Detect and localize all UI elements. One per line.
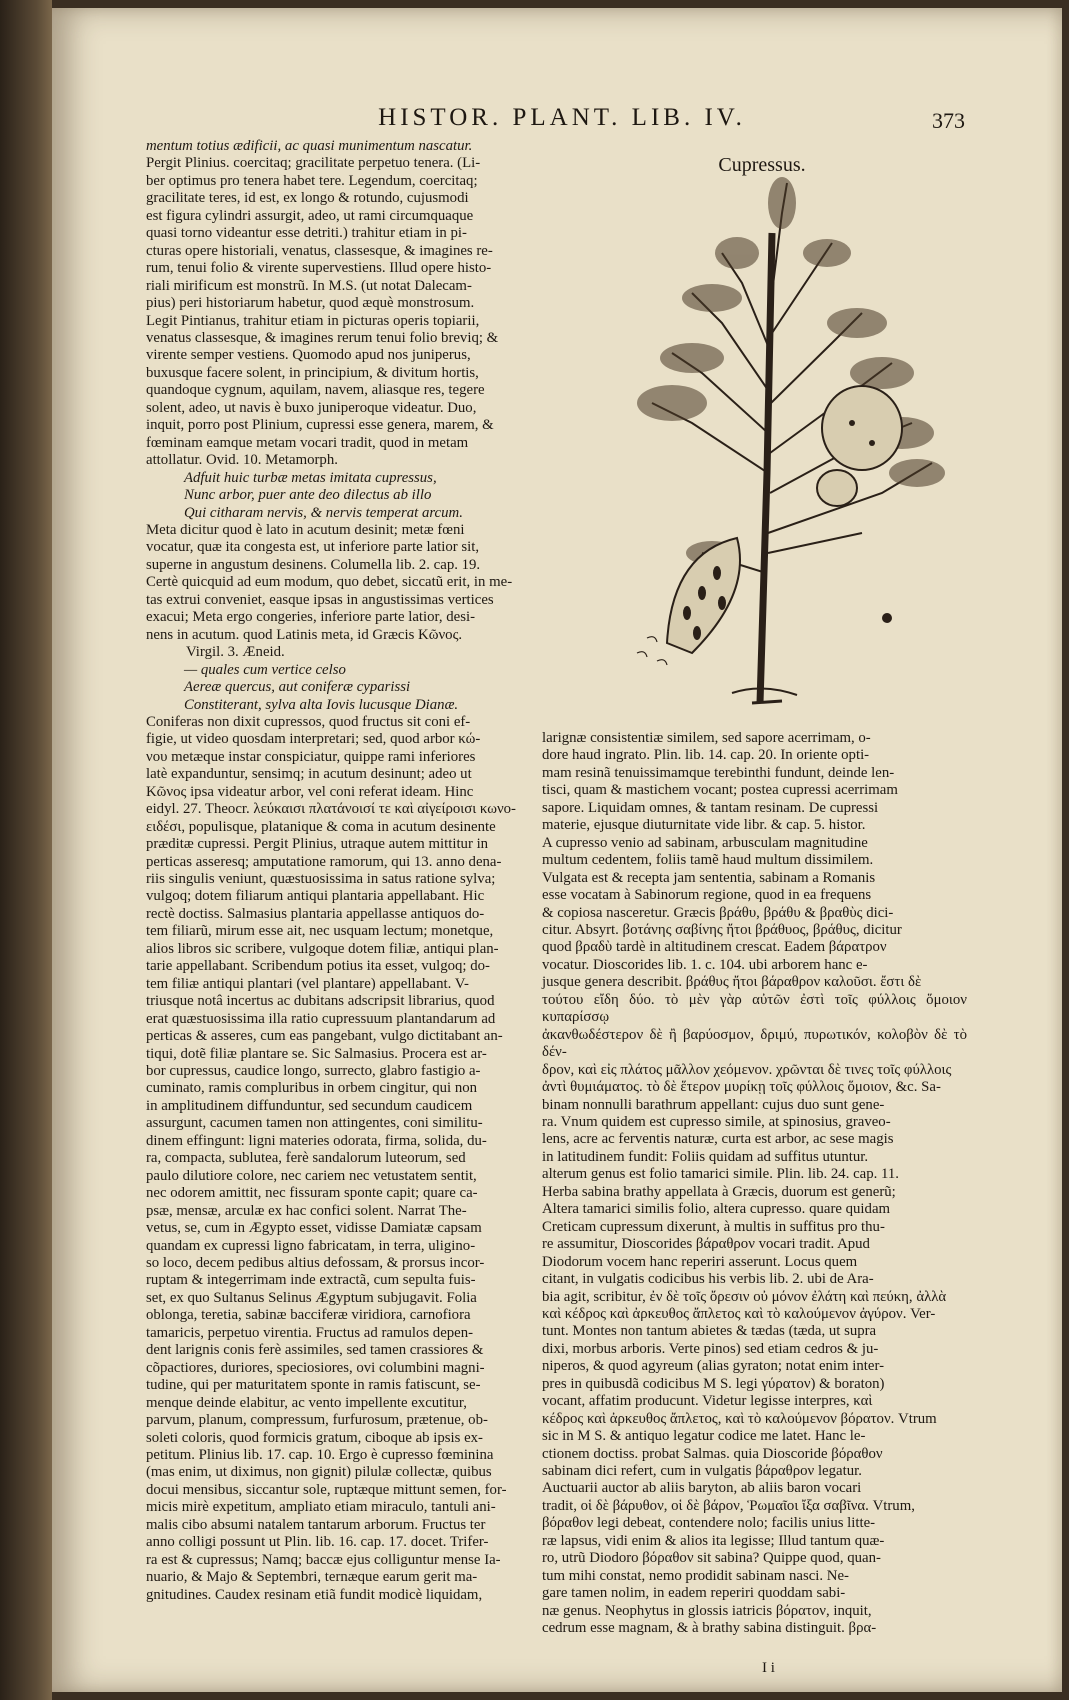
text-line: gracilitate teres, id est, ex longo & rotundo, cujusmodi [146, 190, 469, 207]
text-line: venatus classesque, & imagines rerum tenui folio breviq; & [146, 329, 499, 346]
text-line: tradit, οἱ δὲ βάρυθον, οἱ δὲ βάρον, Ῥωμαῖοι ἴξα σαβῖνα. Vtrum, [542, 1497, 915, 1514]
text-line: Altera tamarici similis folio, altera cupresso. quare quidam [542, 1201, 891, 1218]
text-line: vocatur, quæ ita congesta est, ut inferiore parte latior sit, [146, 539, 480, 556]
text-line: Herba sabina brathy appellata à Græcis, duorum est generũ; [542, 1183, 896, 1200]
text-line: mam resinã tenuissimamque terebinthi fundunt, deinde len- [542, 764, 895, 781]
text-line: nuario, & Majo & Septembri, ternæque earum gerit ma- [146, 1569, 478, 1586]
text-line: inquit, porro post Plinium, cupressi esse genera, marem, & [146, 417, 494, 434]
text-line: malis cibo absumi natalem tantarum arborum. Fructus ter [146, 1516, 486, 1533]
text-line: κέδρος καὶ ἀρκευθος ἄπλετος, καὶ τὸ καλούμενον βόρατον. Vtrum [542, 1410, 937, 1427]
text-line: perticas asseresq; amputatione ramorum, qui 13. anno dena- [146, 853, 502, 870]
text-line: docui mensibus, siccantur sole, ruptæque mittunt semen, for- [146, 1481, 507, 1498]
text-line: tisci, quam & mastichem vocant; postea cupressi acerrimam [542, 782, 898, 799]
text-line: næ genus. Neophytus in glossis iatricis βόρατον, inquit, [542, 1602, 872, 1619]
text-line: bor cupressus, caudice longo, surrecto, glabro fastigio a- [146, 1063, 481, 1080]
text-line: tiqui, dotẽ filiæ plantare se. Sic Salmasius. Procera est ar- [146, 1045, 487, 1062]
text-line: Legit Pintianus, trahitur etiam in picturas operis topiarii, [146, 312, 480, 329]
figure-caption: Cupressus. [718, 154, 806, 176]
text-line: Auctuarii auctor ab aliis baryton, ab aliis baron vocari [542, 1480, 862, 1497]
text-line: Κῶνος ipsa videatur arbor, vel coni referat ideam. Hinc [146, 783, 474, 800]
text-line: ἀκανθωδέστερον δὲ ἢ βαρύοσμον, δριμύ, πυρωτικόν, κολοβὸν δὲ τὸ δέν- [542, 1026, 967, 1061]
text-line: pres in quibusdã codicibus M S. legi γύρατον) & boraton) [542, 1375, 885, 1392]
text-line: micis mirè expetitum, ampliato etiam miraculo, tantuli ani- [146, 1499, 496, 1516]
text-line: anno colligi possunt ut Plin. lib. 16. cap. 17. docet. Trifer- [146, 1534, 489, 1551]
text-line: ra est & cupressus; Namq; baccæ ejus colliguntur mense Ia- [146, 1551, 501, 1568]
text-line: set, ex quo Sultanus Selinus Ægyptum subjugavit. Folia [146, 1289, 477, 1306]
text-line: νου metæque instar conspiciatur, quippe rami inferiores [146, 748, 476, 765]
text-line: Coniferas non dixit cupressos, quod fructus sit coni ef- [146, 713, 471, 730]
text-line: cedrum esse magnam, & à brathy sabina distinguit. βρα- [542, 1620, 877, 1637]
text-line: Adfuit huic turbæ metas imitata cupressus, [184, 469, 437, 486]
page-number: 373 [932, 108, 965, 133]
text-line: solent, adeo, ut navis è buxo juniperoque videatur. Duo, [146, 399, 477, 416]
book-page [52, 8, 1062, 1692]
text-line: quod βραδὺ tardè in altitudinem crescat. Eadem βάρατρον [542, 939, 887, 956]
text-line: tum mihi constat, nemo prodidit sabinam nasci. Ne- [542, 1567, 849, 1584]
right-text-column [542, 730, 967, 1638]
text-line: alios libros sic scribere, vulgoque dotem filiæ, antiqui plan- [146, 940, 499, 957]
text-line: esse vocatam à Sabinorum regione, quod in ea frequens [542, 887, 872, 904]
text-line: multum cedentem, foliis tamẽ haud multum dissimilem. [542, 852, 874, 869]
text-line: Virgil. 3. Æneid. [186, 644, 285, 661]
text-line: citur. Absyrt. βοτάνης σαβίνης ἤτοι βράθυος, βράθυς, dicitur [542, 921, 902, 938]
signature-mark: I i [762, 1660, 775, 1676]
text-line: larignæ consistentiæ similem, sed sapore acerrimam, o- [542, 730, 871, 746]
text-line: (mas enim, ut diximus, non gignit) pilulæ collectæ, quibus [146, 1464, 492, 1481]
cypress-woodcut-illustration [632, 173, 952, 713]
text-line: cõpactiores, duriores, speciosiores, ovi columbini magni- [146, 1359, 485, 1376]
text-line: & copiosa nasceretur. Græcis βράθυ, βράθυ & βραθὺς dici- [542, 904, 894, 921]
text-line: Aereæ quercus, aut coniferæ cyparissi [184, 679, 411, 696]
text-line: A cupresso venio ad sabinam, arbusculam magnitudine [542, 834, 868, 851]
text-line: ra, compacta, sublutea, ferè sandalorum luteorum, sed [146, 1150, 466, 1167]
text-line: latè expanduntur, sensimq; in acutum desinunt; adeo ut [146, 766, 472, 783]
text-line: ræ lapsus, vidi enim & alios ita legisse; Illud tantum quæ- [542, 1532, 885, 1549]
text-line: fœminam eamque metam vocari tradit, quod in metam [146, 434, 469, 451]
text-line: Pergit Plinius. coercitaq; gracilitate perpetuo tenera. (Li- [146, 155, 481, 172]
text-line: ra. Vnum quidem est cupresso simile, at spinosius, graveo- [542, 1113, 891, 1130]
text-line: parvum, planum, compressum, furfurosum, prætenue, ob- [146, 1412, 488, 1429]
text-line: erat quæstuosissima illa ratio cupressuum plantandarum ad [146, 1010, 496, 1027]
text-line: Meta dicitur quod è lato in acutum desinit; metæ fœni [146, 521, 465, 538]
text-line: gnitudines. Caudex resinam etiã fundit modicè liquidam, [146, 1586, 483, 1603]
text-line: in latitudinem fundit: Foliis quidam ad suffitus utuntur. [542, 1148, 869, 1165]
text-line: riali mirificum est monstrũ. In M.S. (ut notat Dalecam- [146, 277, 472, 294]
text-line: tamaricis, perpetuo virentia. Fructus ad ramulos depen- [146, 1324, 474, 1341]
text-line: vocant, affatim producunt. Videtur legisse interpres, καὶ [542, 1393, 873, 1410]
text-line: riis singulis veniunt, quæstuosissima in satus ratione sylva; [146, 871, 496, 888]
text-line: ειδέσι, populisque, platanique & coma in acutum desinente [146, 818, 496, 835]
text-line: exacui; Meta ergo congeries, inferiore parte latior, desi- [146, 609, 476, 626]
text-line: dore haud ingrato. Plin. lib. 14. cap. 20. In oriente opti- [542, 747, 870, 764]
text-line: assurgunt, cacumen tamen non attingentes, coni similitu- [146, 1115, 483, 1132]
text-line: paulo dilutiore colore, nec cariem nec vetustatem sentit, [146, 1167, 477, 1184]
text-line: in amplitudinem diffunduntur, sed secundum caudicem [146, 1097, 473, 1114]
text-line: ἀντὶ θυμιάματος. τὸ δὲ ἕτερον μυρίκῃ τοῖς φύλλοις ὅμοιον, &c. Sa- [542, 1079, 941, 1096]
text-line: præditæ cupressi. Pergit Plinius, utraque autem mittitur in [146, 836, 489, 853]
running-title: HISTOR. PLANT. LIB. IV. [378, 104, 746, 131]
text-line: βόραθον legi debeat, contendere nolo; facilis unius litte- [542, 1515, 876, 1532]
text-line: so loco, decem pedibus altius defossam, & prorsus incor- [146, 1255, 485, 1271]
text-line: virente semper vestiens. Quomodo apud nos juniperus, [146, 347, 471, 364]
text-line: psæ, mensæ, arculæ ex hac confici solent. Narrat The- [146, 1202, 467, 1219]
text-line: cuminato, ramis compluribus in orbem cingitur, qui non [146, 1080, 478, 1097]
text-line: ber optimus pro tenera habet tere. Legendum, coercitaq; [146, 172, 478, 189]
text-line: sabinam dici refert, cum in vulgatis βάραθρον legatur. [542, 1463, 862, 1480]
text-line: est figura cylindri assurgit, adeo, ut rami circumquaque [146, 207, 474, 224]
text-line: dinem effingunt: ligni materies odorata, firma, solida, du- [146, 1132, 487, 1149]
text-line: cturas opere historiali, venatus, classesque, & imagines re- [146, 242, 493, 259]
left-text-column [146, 138, 571, 1604]
book-spine [0, 0, 52, 1700]
text-line: sic in M S. & antiquo legatur codice me latet. Hanc le- [542, 1428, 866, 1445]
text-line: τούτου εἴδη δύο. τὸ μὲν γὰρ αὐτῶν ἐστὶ τοῖς φύλλοις ὅμοιον κυπαρίσσῳ [542, 991, 967, 1026]
text-line: figie, ut video quosdam interpretari; sed, quod arbor κώ- [146, 731, 481, 748]
text-line: ctionem doctiss. probat Salmas. quia Dioscoride βόραθον [542, 1445, 883, 1462]
text-line: lens, acre ac ferventis naturæ, curta est arbor, ac sese magis [542, 1131, 894, 1148]
text-line: eidyl. 27. Theocr. λεύκαισι πλατάνοισί τε καὶ αἰγείροισι κωνο- [146, 801, 516, 818]
text-line: citant, in vulgatis codicibus his verbis lib. 2. ubi de Ara- [542, 1271, 874, 1288]
text-line: pius) peri historiarum habetur, quod æquè monstrosum. [146, 295, 475, 312]
text-line: gare tamen nolim, in eadem reperiri quoddam sabi- [542, 1585, 846, 1602]
text-line: dent larignis conis ferè assimiles, sed tamen crassiores & [146, 1342, 484, 1359]
text-line: soleti coloris, quod formicis gratum, ciboque ab ipsis ex- [146, 1429, 483, 1446]
text-line: binam nonnulli barathrum appellant: cujus duo sunt gene- [542, 1096, 885, 1113]
text-line: perticas & asseres, cum eas pangebant, vulgo dictitabant an- [146, 1028, 503, 1045]
text-line: — quales cum vertice celso [184, 661, 346, 678]
text-line: vocatur. Dioscorides lib. 1. c. 104. ubi arborem hanc e- [542, 956, 868, 973]
text-line: attollatur. Ovid. 10. Metamorph. [146, 452, 338, 469]
text-line: rum, tenui folio & virente supervestiens. Illud opere histo- [146, 260, 492, 277]
text-line: materie, ejusque diuturnitate vide libr. & cap. 5. histor. [542, 817, 866, 834]
text-line: superne in angustum desinens. Columella lib. 2. cap. 19. [146, 556, 481, 573]
text-line: tas extrui conveniet, easque ipsas in angustissimas vertices [146, 591, 494, 608]
text-line: petitum. Plinius lib. 17. cap. 10. Ergo è cupresso fœminina [146, 1446, 494, 1463]
text-line: rectè doctiss. Salmasius plantaria appellasse antiquos do- [146, 905, 485, 922]
text-line: quasi torno videantur esse detriti.) trahitur etiam in pi- [146, 225, 467, 242]
text-line: καὶ κέδρος καὶ ἀρκευθος ἄπλετος καὶ τὸ καλούμενον ἀγύρον. Ver- [542, 1305, 936, 1322]
text-line: tudine, qui per maturitatem sponte in ramis fatiscunt, se- [146, 1377, 481, 1394]
text-line: re assumitur, Dioscorides βάραθρον vocari tradit. Apud [542, 1236, 870, 1253]
text-line: Constiterant, sylva alta Iovis lucusque Dianæ. [184, 696, 459, 713]
text-line: ruptam & integerrimam inde extractã, cum sepulta fuis- [146, 1272, 476, 1289]
text-line: tem filiæ antiqui plantari (vel plantare) appellabant. V- [146, 975, 469, 992]
text-line: Diodorum vocem hanc reperiri asserunt. Locus quem [542, 1253, 858, 1270]
text-line: dixi, morbus arboris. Verte pinos) sed etiam cedros & ju- [542, 1340, 879, 1357]
text-line: bia agit, scribitur, ἐν δὲ τοῖς ὄρεσιν οὐ μόνον ἐλάτη καὶ πεύκη, ἀλλὰ [542, 1288, 947, 1305]
text-line: tem filiarũ, mirum esse ait, nec usquam lectum; monetque, [146, 923, 494, 940]
text-line: triusque notâ incertus ac dubitans adscripsit librarius, quod [146, 993, 495, 1010]
text-line: Nunc arbor, puer ante deo dilectus ab illo [184, 487, 432, 504]
text-line: oblonga, teretia, sabinæ bacciferæ viridiora, carnofiora [146, 1307, 471, 1324]
text-line: δρον, καὶ εἰς πλάτος μᾶλλον χεόμενον. χρῶνται δὲ τινες τοῖς φύλλοις [542, 1061, 952, 1078]
text-line: Creticam cupressum dixerunt, à multis in suffitus pro thu- [542, 1218, 885, 1235]
text-line: quandoque cygnum, aquilam, navem, aliasque res, tegere [146, 382, 485, 399]
text-line: quandam ex cupressi ligno fabricatam, in terra, uligino- [146, 1237, 476, 1254]
text-line: menque deinde elabitur, ac vento impellente excutitur, [146, 1394, 467, 1411]
text-line: jusque genera describit. βράθυς ἤτοι βάραθρον καλοῦσι. ἔστι δὲ [542, 974, 922, 991]
text-line: niperos, & quod agyreum (alias gyraton; notat enim inter- [542, 1358, 884, 1375]
text-line: mentum totius ædificii, ac quasi munimentum nascatur. [146, 138, 473, 154]
text-line: tunt. Montes non tantum abietes & tædas (tæda, ut supra [542, 1323, 877, 1340]
text-line: Qui citharam nervis, & nervis temperat arcum. [184, 504, 463, 521]
text-line: sapore. Liquidam omnes, & tantam resinam. De cupressi [542, 799, 879, 816]
text-line: nec odorem amittit, nec fissuram sponte capit; quare ca- [146, 1185, 478, 1202]
text-line: vulgoq; dotem filiarum antiqui plantaria appellabant. Hic [146, 888, 485, 905]
text-line: Vulgata est & recepta jam sententia, sabinam a Romanis [542, 869, 876, 886]
text-line: buxusque facere solent, in principium, & divitum hortis, [146, 364, 479, 381]
text-line: tarie appellabant. Scribendum potius ita esset, vulgoq; do- [146, 958, 490, 975]
text-line: ro, utrũ Diodoro βόραθον sit sabina? Quippe quod, quan- [542, 1550, 881, 1567]
text-line: Certè quicquid ad eum modum, quo debet, siccatũ erit, in me- [146, 574, 513, 591]
text-line: vetus, se, cum in Ægypto esset, vidisse Damiatæ capsam [146, 1220, 482, 1237]
text-line: nens in acutum. quod Latinis meta, id Græcis Κῶνος. [146, 626, 463, 643]
text-line: alterum genus est folio tamarici simile. Plin. lib. 24. cap. 11. [542, 1166, 899, 1183]
